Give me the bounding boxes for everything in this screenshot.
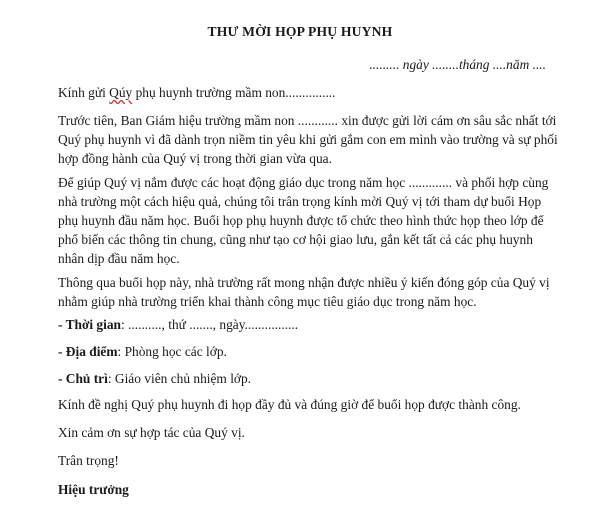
paragraph-line: nhân dịp đầu năm học. — [58, 251, 180, 266]
paragraph-line: nhà trường một cách hiệu quả, chúng tôi trân trọng kính mời Quý vị tới tham dự buổi Họp — [58, 194, 542, 209]
detail-time-value: : .........., thứ ......., ngày................ — [120, 317, 299, 332]
request-line: Kính đề nghị Quý phụ huynh đi họp đầy đủ và đúng giờ để buổi họp được thành công. — [58, 397, 521, 412]
detail-location-value: : Phòng học các lớp. — [117, 344, 227, 359]
detail-host-label: - Chủ trì — [58, 371, 108, 386]
paragraph-line: Để giúp Quý vị nắm được các hoạt động giáo dục trong năm học ............. và phối hợp cùng — [58, 175, 549, 190]
paragraph-line: Quý phụ huynh vì đã dành trọn niềm tin yêu khi gửi gắm con em mình vào trường và sự phối — [58, 132, 558, 147]
detail-host — [58, 371, 251, 387]
closing-line: Trân trọng! — [58, 453, 119, 468]
paragraph-line: Trước tiên, Ban Giám hiệu trường mầm non ............ xin được gửi lời cám ơn sâu sắc nhất tới — [58, 113, 557, 128]
detail-host-value: : Giáo viên chủ nhiệm lớp. — [107, 371, 252, 386]
greeting-prefix: Kính gửi — [58, 85, 110, 100]
greeting-line — [58, 85, 336, 101]
detail-location — [58, 344, 227, 360]
paragraph-line: nhằm giúp nhà trường triển khai thành công mục tiêu giáo dục trong năm học. — [58, 294, 477, 309]
detail-time — [58, 317, 298, 333]
paragraph-line: phổ biến các thông tin chung, cũng như tạo cơ hội giao lưu, gắn kết tất cả các phụ huynh — [58, 232, 533, 247]
date-line: ......... ngày ........tháng ....năm .... — [369, 57, 546, 72]
document-title: THƯ MỜI HỌP PHỤ HUYNH — [207, 24, 393, 39]
paragraph-line: Thông qua buổi họp này, nhà trường rất mong nhận được nhiều ý kiến đóng góp của Quý vị — [58, 275, 550, 290]
greeting-suffix: phụ huynh trường mầm non............... — [132, 85, 336, 100]
signature-title: Hiệu trưởng — [58, 482, 129, 497]
detail-location-label: - Địa điểm — [58, 344, 118, 359]
thanks-line: Xin cảm ơn sự hợp tác của Quý vị. — [58, 425, 245, 440]
detail-time-label: - Thời gian — [58, 317, 121, 332]
spellcheck-word: Qúy — [109, 85, 133, 100]
paragraph-line: hợp đồng hành của Quý vị trong thời gian vừa qua. — [58, 151, 332, 166]
paragraph-line: phụ huynh đầu năm học. Buổi họp phụ huynh được tổ chức theo hình thức họp theo lớp để — [58, 213, 544, 228]
